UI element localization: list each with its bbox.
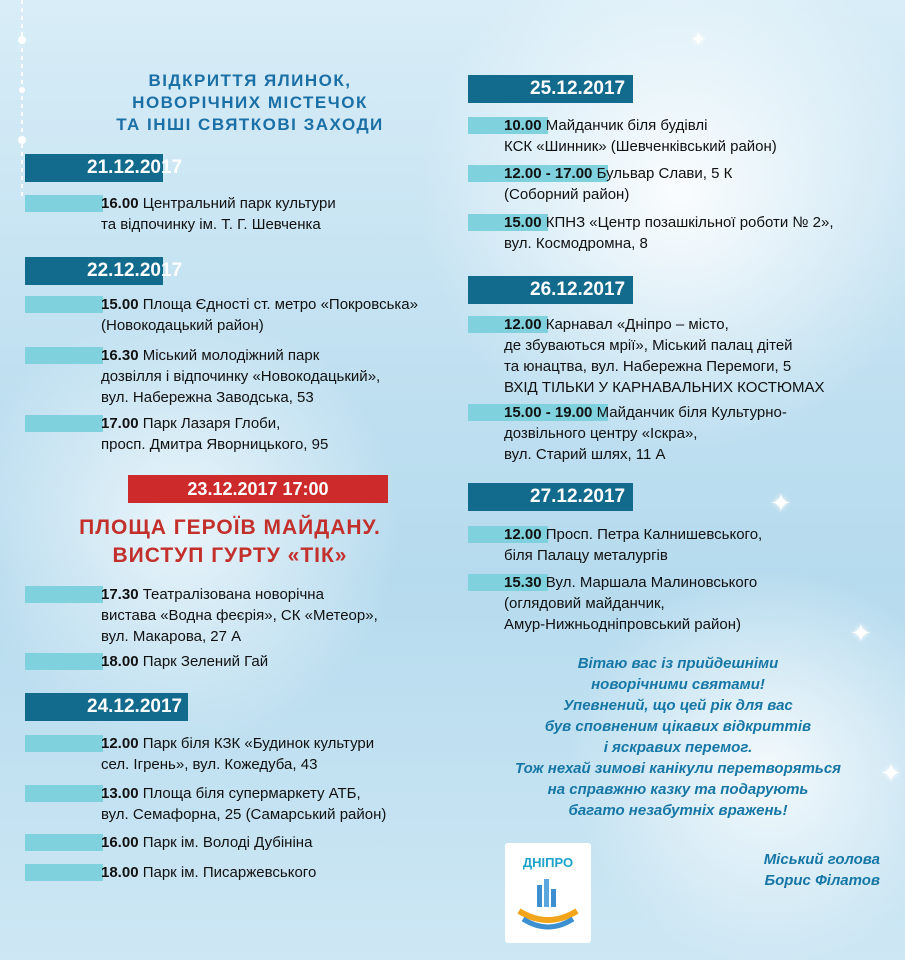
event-time: 10.00 [504,117,542,134]
event-place: Парк Лазаря Глоби, [142,415,281,432]
title-line: ТА ІНШІ СВЯТКОВІ ЗАХОДИ [116,115,384,134]
headline-line: ПЛОЩА ГЕРОЇВ МАЙДАНУ. [79,516,381,539]
event-entry [25,862,425,883]
event-entry [468,572,898,635]
event-time: 12.00 [504,526,542,543]
event-time: 16.00 [101,195,139,212]
sparkle-icon: ✦ [690,29,707,51]
greeting-line: на справжню казку та подарують [547,781,809,798]
date-bar-22: 22.12.2017 [25,257,163,285]
date-bar-24: 24.12.2017 [25,693,188,721]
event-entry [468,163,898,205]
event-place: Амур-Нижньодніпровський район) [504,616,741,633]
event-place: Площа Єдності ст. метро «Покровська» [142,296,418,313]
event-entry [25,733,425,775]
event-place: та відпочинку ім. Т. Г. Шевченка [101,216,321,233]
greeting-line: і яскравих перемог. [603,739,753,756]
event-place: Карнавал «Дніпро – місто, [545,316,729,333]
event-place: дозвільного центру «Іскра», [504,425,698,442]
event-place: Вул. Маршала Малиновського [545,574,758,591]
event-entry [25,832,425,853]
sparkle-icon: ✦ [770,488,792,518]
event-place: біля Палацу металургів [504,547,668,564]
event-time: 16.00 [101,834,139,851]
event-time: 12.00 [101,735,139,752]
event-place: Парк ім. Писаржевського [142,864,317,881]
title-line: НОВОРІЧНИХ МІСТЕЧОК [132,93,368,112]
event-place: (Новокодацький район) [101,317,264,334]
event-place: вул. Космодромна, 8 [504,235,648,252]
title-line: ВІДКРИТТЯ ЯЛИНОК, [148,71,352,90]
dnipro-logo [505,843,591,943]
event-place: КСК «Шинник» (Шевченківський район) [504,138,777,155]
event-time: 12.00 - 17.00 [504,165,593,182]
date-bar-21: 21.12.2017 [25,154,163,182]
signature-name: Борис Філатов [764,872,880,889]
event-place: Майданчик біля будівлі [545,117,708,134]
page-title [100,70,400,136]
event-place: (Соборний район) [504,186,630,203]
event-entry [25,413,425,455]
greeting-text [468,653,888,821]
event-place: просп. Дмитра Яворницького, 95 [101,436,329,453]
date-bar-25: 25.12.2017 [468,75,633,103]
event-entry [25,193,425,235]
greeting-line: Упевнений, що цей рік для вас [563,697,793,714]
event-time: 18.00 [101,864,139,881]
greeting-line: Вітаю вас із прийдешніми [577,655,779,672]
event-time: 17.00 [101,415,139,432]
event-entry [468,524,898,566]
greeting-line: був сповненим цікавих відкриттів [544,718,812,735]
event-place: Центральний парк культури [142,195,336,212]
event-time: 15.00 [101,296,139,313]
city-emblem-icon [513,875,583,935]
event-entry [25,783,425,825]
sparkle-icon: ✦ [880,758,902,788]
date-bar-23: 23.12.2017 17:00 [128,475,388,503]
event-notice: ВХІД ТІЛЬКИ У КАРНАВАЛЬНИХ КОСТЮМАХ [504,379,825,396]
event-place: дозвілля і відпочинку «Новокодацький», [101,368,381,385]
event-place: Просп. Петра Калнишевського, [545,526,763,543]
event-entry [468,402,898,465]
event-time: 13.00 [101,785,139,802]
event-entry [25,294,425,336]
event-place: Майданчик біля Культурно- [596,404,787,421]
event-place: Площа біля супермаркету АТБ, [142,785,361,802]
event-place: Парк Зелений Гай [142,653,269,670]
event-time: 16.30 [101,347,139,364]
event-place: вистава «Водна феєрія», СК «Метеор», [101,607,378,624]
event-place: Міський молодіжний парк [142,347,320,364]
event-time: 12.00 [504,316,542,333]
event-place: вул. Семафорна, 25 (Самарський район) [101,806,387,823]
date-bar-27: 27.12.2017 [468,483,633,511]
event-time: 15.00 - 19.00 [504,404,593,421]
event-place: КПНЗ «Центр позашкільної роботи № 2», [545,214,834,231]
event-entry [468,314,898,398]
event-entry [468,212,898,254]
logo-text: ДНІПРО [522,855,574,870]
event-place: Парк ім. Володі Дубініна [142,834,313,851]
date-bar-26: 26.12.2017 [468,276,633,304]
signature-title: Міський голова [763,851,880,868]
event-place: вул. Макарова, 27 А [101,628,242,645]
event-place: вул. Набережна Заводська, 53 [101,389,314,406]
event-place: сел. Ігрень», вул. Кожедуба, 43 [101,756,318,773]
mayor-signature [620,849,880,891]
greeting-line: новорічними святами! [591,676,765,693]
event-time: 15.00 [504,214,542,231]
event-place: де збуваються мрії», Міський палац дітей [504,337,793,354]
greeting-line: Тож нехай зимові канікули перетворяться [514,760,841,777]
event-place: Бульвар Слави, 5 К [596,165,733,182]
event-time: 18.00 [101,653,139,670]
event-entry [468,115,898,157]
event-place: Театралізована новорічна [142,586,324,603]
event-place: (оглядовий майданчик, [504,595,665,612]
event-entry [25,584,425,647]
sparkle-icon: ✦ [850,618,872,648]
event-entry [25,345,425,408]
event-time: 15.30 [504,574,542,591]
event-place: вул. Старий шлях, 11 А [504,446,666,463]
event-place: та юнацтва, вул. Набережна Перемоги, 5 [504,358,792,375]
event-entry [25,651,425,672]
event-place: Парк біля КЗК «Будинок культури [142,735,375,752]
event-time: 17.30 [101,586,139,603]
headline-line: ВИСТУП ГУРТУ «ТІК» [112,544,348,567]
greeting-line: багато незабутніх вражень! [568,802,788,819]
concert-headline [25,514,435,570]
